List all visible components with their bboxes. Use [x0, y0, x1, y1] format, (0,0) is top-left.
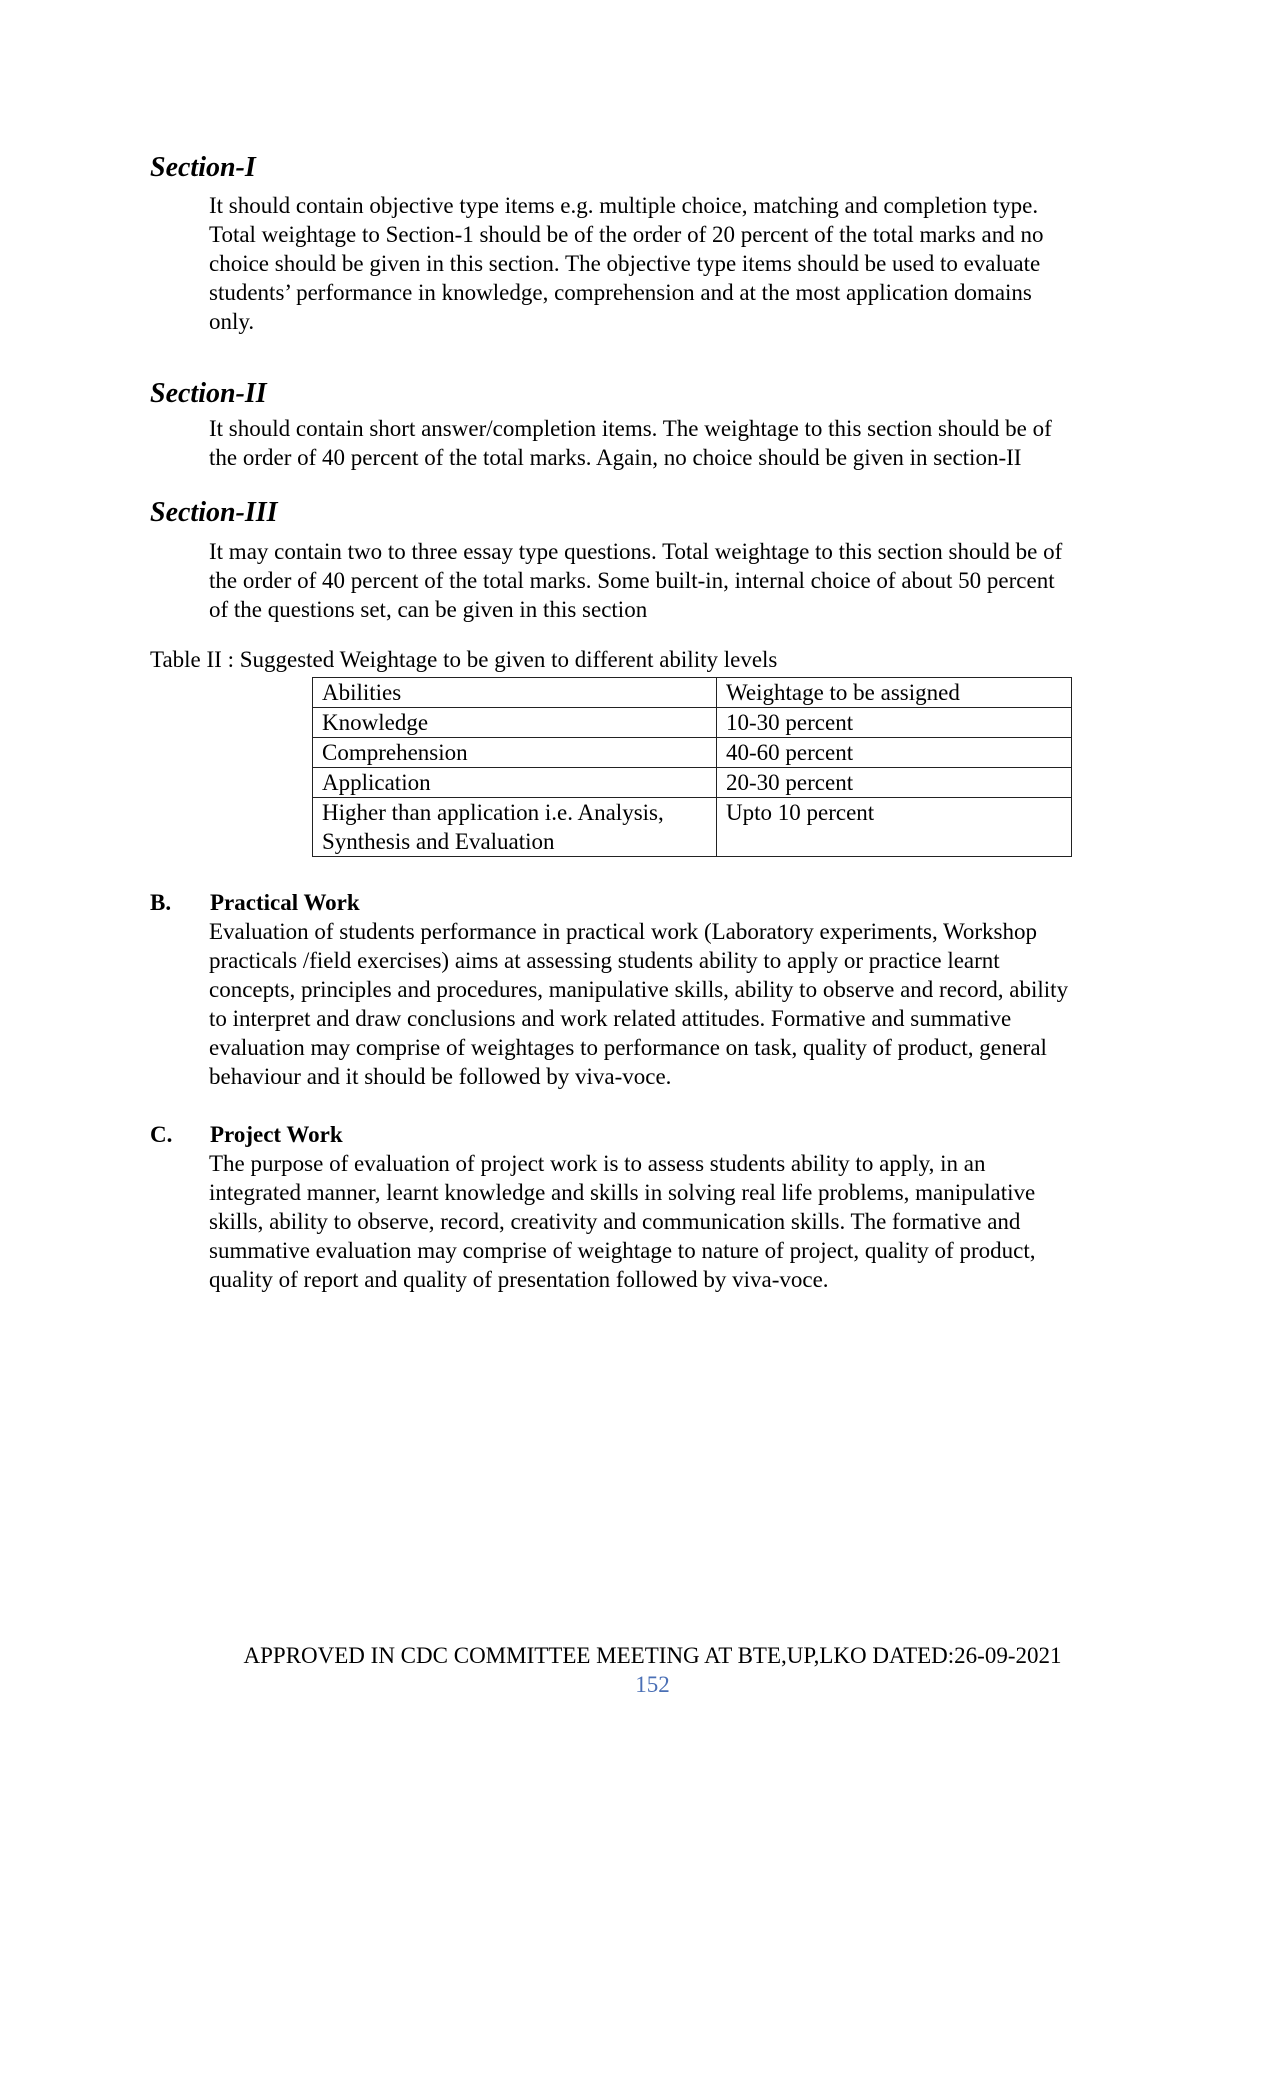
practical-work-title: Practical Work [210, 890, 360, 915]
paragraph-line: behaviour and it should be followed by viva-voce. [209, 1064, 672, 1089]
section-2-paragraph [209, 414, 1169, 472]
ability-cell: Higher than application i.e. Analysis, Synthesis and Evaluation [313, 798, 717, 857]
paragraph-line: evaluation may comprise of weightages to performance on task, quality of product, general [209, 1035, 1047, 1060]
project-work-title: Project Work [210, 1122, 343, 1147]
page-number: 152 [635, 1672, 670, 1697]
table-row [313, 798, 1072, 857]
project-work-heading [150, 1120, 343, 1149]
paragraph-line: choice should be given in this section. The objective type items should be used to evaluate [209, 251, 1041, 276]
practical-work-letter: B. [150, 890, 172, 915]
paragraph-line: the order of 40 percent of the total marks. Again, no choice should be given in section-II [209, 445, 1022, 470]
table-row [313, 738, 1072, 768]
weightage-cell: 10-30 percent [717, 708, 1072, 738]
section-2-heading: Section-II [150, 378, 267, 409]
header-weightage: Weightage to be assigned [717, 678, 1072, 708]
paragraph-line: The purpose of evaluation of project work is to assess students ability to apply, in an [209, 1151, 986, 1176]
paragraph-line: the order of 40 percent of the total marks. Some built-in, internal choice of about 50 percent [209, 568, 1055, 593]
weightage-cell: Upto 10 percent [717, 798, 1072, 857]
paragraph-line: students’ performance in knowledge, comprehension and at the most application domains [209, 280, 1032, 305]
paragraph-line: of the questions set, can be given in this section [209, 597, 648, 622]
paragraph-line: It should contain short answer/completion items. The weightage to this section should be of [209, 416, 1052, 441]
weightage-cell: 20-30 percent [717, 768, 1072, 798]
header-abilities: Abilities [313, 678, 717, 708]
project-work-paragraph [209, 1149, 1169, 1294]
table-row [313, 708, 1072, 738]
paragraph-line: quality of report and quality of presentation followed by viva-voce. [209, 1267, 829, 1292]
table-caption: Table II : Suggested Weightage to be given to different ability levels [150, 647, 778, 672]
section-3-heading: Section-III [150, 497, 278, 528]
paragraph-line: practicals /field exercises) aims at assessing students ability to apply or practice learnt [209, 948, 1000, 973]
table-header-row [313, 678, 1072, 708]
section-3-paragraph [209, 537, 1169, 624]
paragraph-line: It may contain two to three essay type questions. Total weightage to this section should be of [209, 539, 1063, 564]
paragraph-line: only. [209, 309, 255, 334]
section-1-heading: Section-I [150, 152, 256, 183]
paragraph-line: It should contain objective type items e.g. multiple choice, matching and completion type. [209, 193, 1039, 218]
practical-work-heading [150, 888, 360, 917]
ability-cell: Application [313, 768, 717, 798]
table-row [313, 768, 1072, 798]
paragraph-line: Evaluation of students performance in practical work (Laboratory experiments, Workshop [209, 919, 1038, 944]
weightage-table [312, 677, 1072, 857]
ability-cell: Knowledge [313, 708, 717, 738]
practical-work-paragraph [209, 917, 1169, 1091]
paragraph-line: skills, ability to observe, record, creativity and communication skills. The formative and [209, 1209, 1021, 1234]
section-1-paragraph [209, 191, 1169, 336]
paragraph-line: integrated manner, learnt knowledge and skills in solving real life problems, manipulative [209, 1180, 1036, 1205]
paragraph-line: Total weightage to Section-1 should be of the order of 20 percent of the total marks and no [209, 222, 1044, 247]
paragraph-line: to interpret and draw conclusions and work related attitudes. Formative and summative [209, 1006, 1012, 1031]
paragraph-line: summative evaluation may comprise of weightage to nature of project, quality of product, [209, 1238, 1036, 1263]
project-work-letter: C. [150, 1122, 173, 1147]
paragraph-line: concepts, principles and procedures, manipulative skills, ability to observe and record, ability [209, 977, 1069, 1002]
weightage-cell: 40-60 percent [717, 738, 1072, 768]
ability-cell: Comprehension [313, 738, 717, 768]
approval-footer: APPROVED IN CDC COMMITTEE MEETING AT BTE,UP,LKO DATED:26-09-2021 [243, 1643, 1062, 1668]
